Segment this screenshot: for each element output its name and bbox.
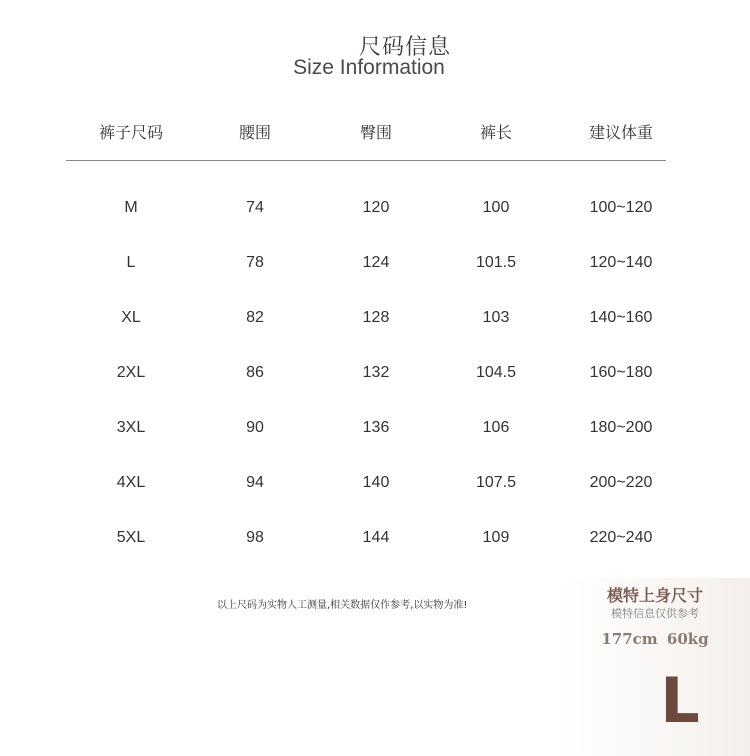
header-hip: 臀围	[359, 123, 392, 142]
header-suggested-weight: 建议体重	[588, 123, 653, 142]
cell-length: 109	[482, 529, 510, 546]
model-info-title: 模特上身尺寸	[606, 586, 703, 605]
model-stats	[570, 630, 740, 648]
cell-length: 103	[482, 309, 510, 326]
table-row	[0, 468, 750, 498]
cell-hip: 120	[362, 199, 390, 216]
cell-size: 5XL	[116, 529, 146, 546]
page-title-cn: 尺码信息	[358, 35, 451, 60]
table-row	[0, 523, 750, 553]
cell-waist: 82	[246, 309, 264, 326]
cell-hip: 140	[362, 474, 390, 491]
table-row	[0, 248, 750, 278]
cell-length: 100	[482, 199, 510, 216]
table-row	[0, 413, 750, 443]
table-row	[0, 193, 750, 223]
cell-length: 104.5	[475, 364, 517, 381]
cell-waist: 74	[246, 199, 264, 216]
cell-waist: 86	[246, 364, 264, 381]
table-header-row	[0, 118, 750, 148]
cell-waist: 94	[246, 474, 264, 491]
model-height: 177cm	[601, 630, 658, 648]
cell-length: 107.5	[475, 474, 517, 491]
cell-waist: 98	[246, 529, 264, 546]
cell-size: L	[126, 254, 136, 271]
cell-hip: 124	[362, 254, 390, 271]
header-pants-size: 裤子尺码	[98, 123, 163, 142]
cell-waist: 78	[246, 254, 264, 271]
table-row	[0, 358, 750, 388]
header-waist: 腰围	[238, 123, 271, 142]
cell-weight: 140~160	[589, 309, 653, 326]
cell-weight: 100~120	[589, 199, 653, 216]
cell-length: 106	[482, 419, 510, 436]
cell-weight: 120~140	[589, 254, 653, 271]
cell-waist: 90	[246, 419, 264, 436]
cell-size: M	[124, 199, 138, 216]
cell-size: XL	[121, 309, 141, 326]
cell-weight: 180~200	[589, 419, 653, 436]
model-size-badge: L	[660, 664, 700, 737]
table-row	[0, 303, 750, 333]
cell-hip: 132	[362, 364, 390, 381]
cell-hip: 128	[362, 309, 390, 326]
cell-hip: 136	[362, 419, 390, 436]
header-divider	[66, 160, 666, 161]
header-length: 裤长	[479, 123, 512, 142]
model-weight: 60kg	[666, 630, 709, 648]
cell-length: 101.5	[475, 254, 517, 271]
cell-size: 2XL	[116, 364, 146, 381]
cell-weight: 200~220	[589, 474, 653, 491]
measurement-note: 以上尺码为实物人工测量,相关数据仅作参考,以实物为准!	[217, 600, 468, 611]
cell-hip: 144	[362, 529, 390, 546]
cell-size: 3XL	[116, 419, 146, 436]
cell-size: 4XL	[116, 474, 146, 491]
page-title-en: Size Information	[293, 56, 445, 79]
cell-weight: 160~180	[589, 364, 653, 381]
cell-weight: 220~240	[589, 529, 653, 546]
model-info-subtitle: 模特信息仅供参考	[611, 607, 699, 620]
